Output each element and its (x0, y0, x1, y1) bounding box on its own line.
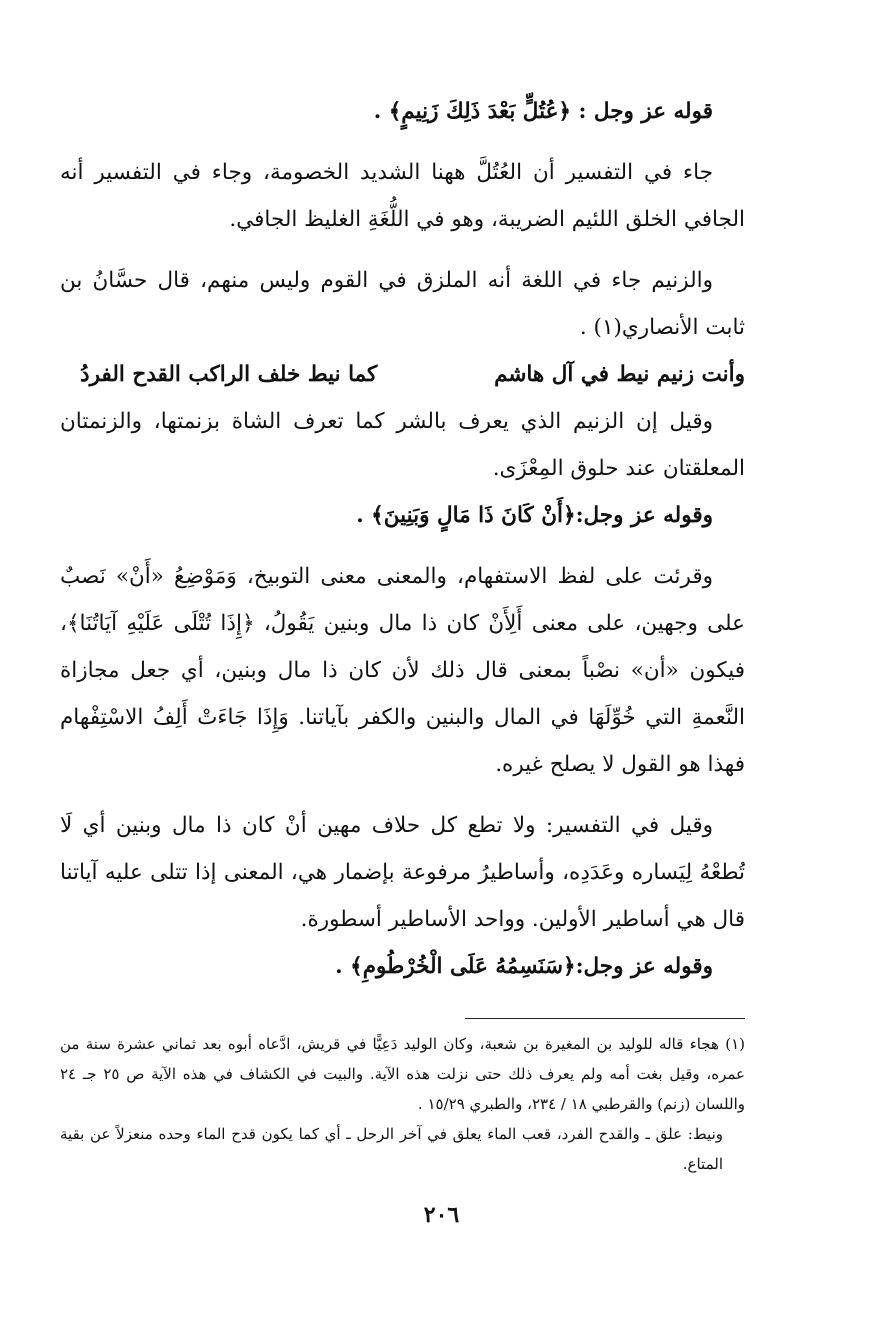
main-text (60, 88, 745, 990)
paragraph-5: وقيل في التفسير: ولا تطع كل حلاف مهين أنْ كان ذا مال وبنين أي لَا تُطعْهُ لِيَساره وعَدَدِه، وأساطيرُ مرفوعة بإضمار هي، المعنى إذا تتلى عليه آياتنا قال هي أساطير الأولين. وواحد الأساطير أسطورة. (60, 813, 745, 932)
verse-heading-1: قوله عز وجل : ﴿عُتُلٍّ بَعْدَ ذَلِكَ زَنِيمٍ﴾ . (373, 99, 713, 124)
footnote-divider (465, 1018, 745, 1019)
paragraph-1: جاء في التفسير أن العُتُلَّ ههنا الشديد الخصومة، وجاء في التفسير أنه الجافي الخلق اللئيم الضريبة، وهو في اللُّغَةِ الغليظ الجافي. (60, 160, 745, 232)
verse-hemistich-right: وأنت زنيم نيط في آل هاشم (494, 362, 745, 387)
page-number: ٢٠٦ (423, 1202, 460, 1228)
verse-hemistich-left: كما نيط خلف الراكب القدح الفردُ (80, 362, 378, 387)
footnote-1: (١) هجاء قاله للوليد بن المغيرة بن شعبة، وكان الوليد دَعِيًّا في قريش، ادَّعاه أبوه بعد ثماني عشرة سنة من عمره، وقيل بغت أمه ولم يعرف ذلك حتى نزلت هذه الآية. والبيت في الكشاف في هذه الآية ص ٢٥ جـ ٢٤ واللسان (زنم) والقرطبي ١٨ / ٢٣٤، والطبري ١٥/٢٩ . (60, 1035, 745, 1113)
footnote-1-continuation: ونيط: علق ـ والقدح الفرد، قعب الماء يعلق في آخر الرحل ـ أي كما يكون قدح الماء وحده منعزلاً عن بقية المتاع. (60, 1125, 723, 1173)
verse-heading-2: وقوله عز وجل:﴿أَنْ كَانَ ذَا مَالٍ وَبَنِينَ﴾ . (356, 503, 713, 528)
paragraph-3: وقيل إن الزنيم الذي يعرف بالشر كما تعرف الشاة بزنمتها، والزنمتان المعلقتان عند حلوق المِعْزَى. (60, 409, 745, 481)
paragraph-4: وقرئت على لفظ الاستفهام، والمعنى معنى التوبيخ، وَمَوْضِعُ «أَنْ» نَصبٌ على وجهين، على معنى أَلِأَنْ كان ذا مال وبنين يَقُولُ، ﴿إِذَا تُتْلَى عَلَيْهِ آيَاتُنَا﴾، فيكون «أن» نصْباً بمعنى قال ذلك لأن كان ذا مال وبنين، أي جعل مجازاة النَّعمةِ التي خُوِّلَهَا في المال والبنين والكفر بآياتنا. وَإِذَا جَاءَتْ أَلِفُ الاسْتِفْهام فهذا هو القول لا يصلح غيره. (60, 564, 745, 777)
verse-heading-3: وقوله عز وجل:﴿سَنَسِمُهُ عَلَى الْخُرْطُومِ﴾ . (335, 954, 713, 979)
paragraph-2: والزنيم جاء في اللغة أنه الملزق في القوم وليس منهم، قال حسَّانُ بن ثابت الأنصاري(١) . (60, 268, 745, 340)
poetry-verse (60, 351, 745, 398)
footnotes (60, 1029, 745, 1179)
